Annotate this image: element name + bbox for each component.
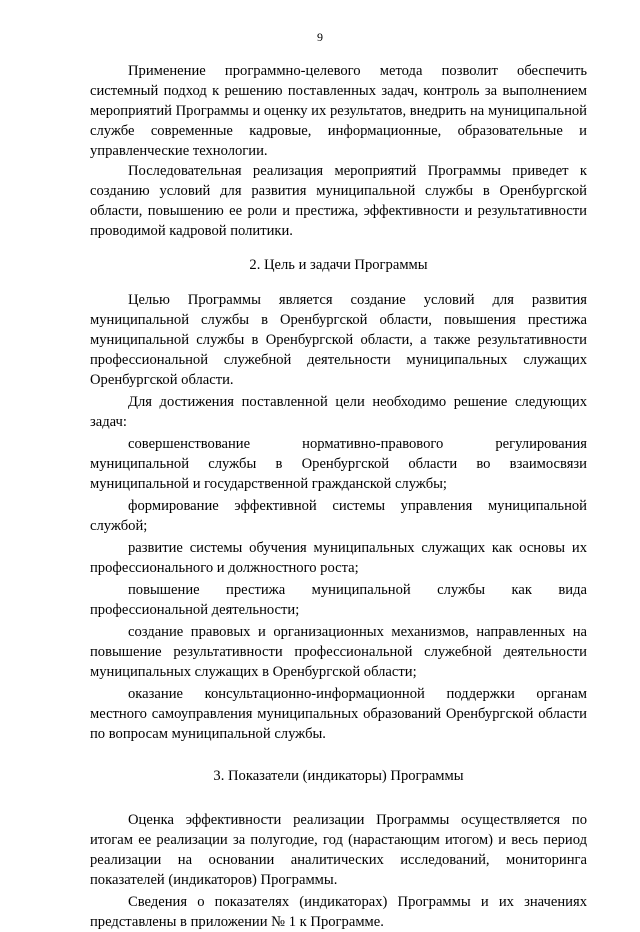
document-body [90, 61, 587, 932]
task-item: совершенствование нормативно-правового регулирования муниципальной службы в Оренбургской области во взаимосвязи муниципальной и государственной гражданской службы; [90, 436, 587, 492]
goal-paragraph: Целью Программы является создание условий для развития муниципальной службы в Оренбургской области, повышения престижа муниципальной службы в Оренбургской области, а также результативности профессиональной служебной деятельности муниципальных служащих Оренбургской области. [90, 292, 587, 388]
intro-paragraph-1: Применение программно-целевого метода позволит обеспечить системный подход к решению поставленных задач, контроль за выполнением мероприятий Программы и оценку их результатов, внедрить на муниципальной службе современные кадровые, информационные, образовательные и управленческие технологии. [90, 63, 587, 159]
task-item: повышение престижа муниципальной службы как вида профессиональной деятельности; [90, 582, 587, 618]
section-3-paragraph-1: Оценка эффективности реализации Программы осуществляется по итогам ее реализации за полугодие, год (нарастающим итогом) и весь период реализации на основании аналитических исследований, мониторинга показателей (индикаторов) Программы. [90, 812, 587, 888]
task-item: развитие системы обучения муниципальных служащих как основы их профессионального и должностного роста; [90, 540, 587, 576]
page-number: 9 [317, 30, 323, 44]
tasks-intro: Для достижения поставленной цели необходимо решение следующих задач: [90, 394, 587, 430]
section-3-heading: 3. Показатели (индикаторы) Программы [213, 768, 464, 784]
task-item: оказание консультационно-информационной поддержки органам местного самоуправления муниципальных образований Оренбургской области по вопросам муниципальной службы. [90, 686, 587, 742]
task-item: формирование эффективной системы управления муниципальной службой; [90, 498, 587, 534]
section-2-heading: 2. Цель и задачи Программы [249, 257, 428, 273]
section-3-paragraph-2: Сведения о показателях (индикаторах) Программы и их значениях представлены в приложении № 1 к Программе. [90, 894, 587, 930]
intro-paragraph-2: Последовательная реализация мероприятий Программы приведет к созданию условий для развития муниципальной службы в Оренбургской области, повышению ее роли и престижа, эффективности и результативности проводимой кадровой политики. [90, 163, 587, 239]
task-item: создание правовых и организационных механизмов, направленных на повышение результативности профессиональной служебной деятельности муниципальных служащих в Оренбургской области; [90, 624, 587, 680]
